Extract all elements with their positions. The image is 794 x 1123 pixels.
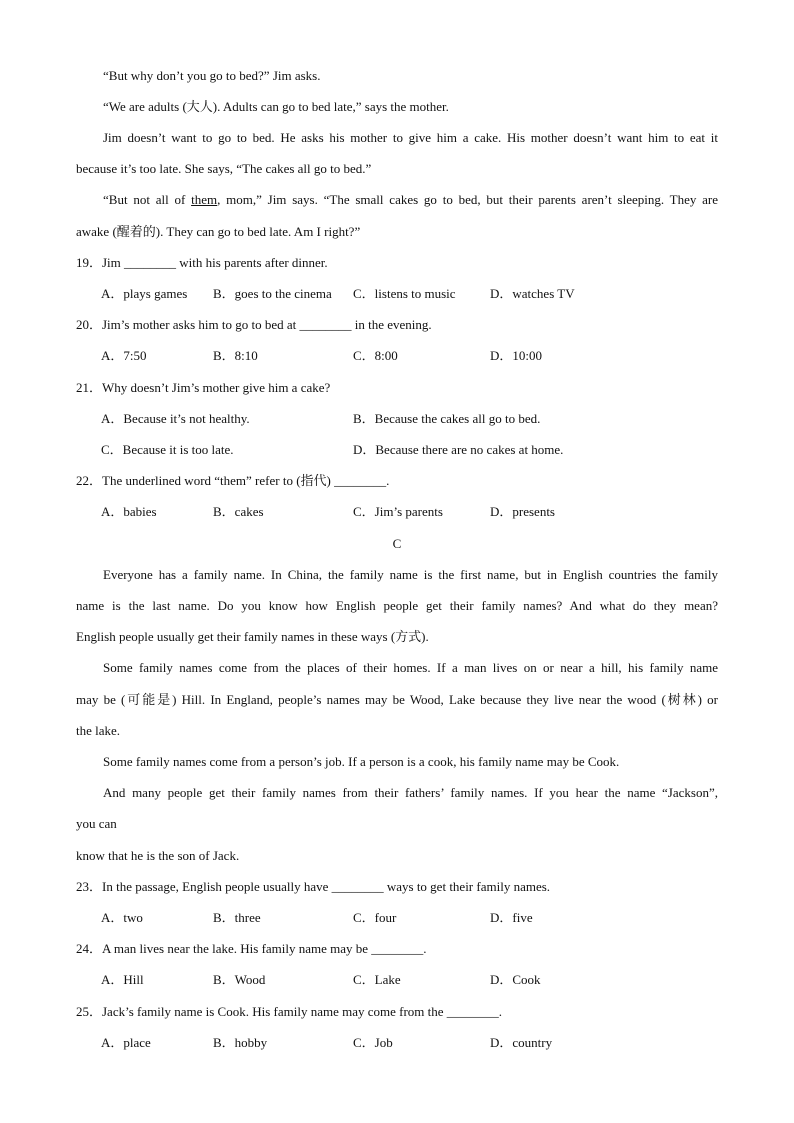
answer-options <box>76 970 718 990</box>
option-b: B．Because the cakes all go to bed. <box>353 411 541 426</box>
option-c: C．Lake <box>353 972 401 987</box>
option-a: A．place <box>101 1035 151 1050</box>
question-stem: 20．Jim’s mother asks him to go to bed at ________ in the evening. <box>76 317 432 332</box>
answer-options <box>76 440 718 460</box>
option-a: A．7:50 <box>101 348 147 363</box>
option-d: D．Because there are no cakes at home. <box>353 442 564 457</box>
answer-options <box>76 284 718 304</box>
passage-line: Everyone has a family name. In China, the family name is the first name, but in English countries the family <box>103 567 718 582</box>
passage-line: English people usually get their family names in these ways (方式). <box>76 629 429 644</box>
passage-line: you can <box>76 816 117 831</box>
option-c: C．8:00 <box>353 348 398 363</box>
answer-options <box>76 409 718 429</box>
option-b: B．cakes <box>213 504 264 519</box>
passage-line: Some family names come from a person’s job. If a person is a cook, his family name may be Cook. <box>103 754 620 769</box>
passage-line: “We are adults (大人). Adults can go to bed late,” says the mother. <box>103 99 449 114</box>
option-a: A．babies <box>101 504 157 519</box>
section-heading: C <box>392 536 402 551</box>
passage-line: And many people get their family names from their fathers’ family names. If you hear the name “Jackson”, <box>103 785 718 800</box>
passage-line: awake (醒着的). They can go to bed late. Am I right?” <box>76 224 361 239</box>
underlined-word: them <box>191 192 218 207</box>
option-a: A．two <box>101 910 143 925</box>
option-c: C．Because it is too late. <box>101 442 234 457</box>
option-b: B．hobby <box>213 1035 268 1050</box>
passage-line: because it’s too late. She says, “The cakes all go to bed.” <box>76 161 372 176</box>
passage-line: may be (可能是) Hill. In England, people’s names may be Wood, Lake because they live near the wood (树林) or <box>76 692 718 707</box>
question-stem: 23．In the passage, English people usually have ________ ways to get their family names. <box>76 879 551 894</box>
option-d: D．watches TV <box>490 286 575 301</box>
text-run: “But not all of <box>103 192 192 207</box>
passage-line <box>76 190 718 210</box>
option-c: C．listens to music <box>353 286 456 301</box>
text-run: , mom,” Jim says. “The small cakes go to bed, but their parents aren’t sleeping. They are <box>217 192 718 207</box>
option-b: B．three <box>213 910 261 925</box>
question-stem: 21．Why doesn’t Jim’s mother give him a cake? <box>76 380 331 395</box>
option-d: D．10:00 <box>490 348 543 363</box>
answer-options <box>76 502 718 522</box>
question-stem: 19．Jim ________ with his parents after dinner. <box>76 255 328 270</box>
option-c: C．Job <box>353 1035 393 1050</box>
answer-options <box>76 346 718 366</box>
answer-options <box>76 1033 718 1053</box>
passage-line: Jim doesn’t want to go to bed. He asks his mother to give him a cake. His mother doesn’t want him to eat it <box>103 130 718 145</box>
option-a: A．plays games <box>101 286 188 301</box>
passage-line: name is the last name. Do you know how English people get their family names? And what do they mean? <box>76 598 718 613</box>
option-c: C．four <box>353 910 397 925</box>
answer-options <box>76 908 718 928</box>
passage-line: the lake. <box>76 723 121 738</box>
passage-line: Some family names come from the places of their homes. If a man lives on or near a hill, his family name <box>103 660 718 675</box>
option-d: D．Cook <box>490 972 541 987</box>
option-c: C．Jim’s parents <box>353 504 443 519</box>
option-d: D．presents <box>490 504 555 519</box>
option-b: B．goes to the cinema <box>213 286 332 301</box>
option-a: A．Hill <box>101 972 144 987</box>
option-d: D．country <box>490 1035 553 1050</box>
option-b: B．Wood <box>213 972 266 987</box>
passage-line: “But why don’t you go to bed?” Jim asks. <box>103 68 321 83</box>
passage-line: know that he is the son of Jack. <box>76 848 240 863</box>
option-b: B．8:10 <box>213 348 258 363</box>
question-stem: 22．The underlined word “them” refer to (指代) ________. <box>76 473 390 488</box>
question-stem: 25．Jack’s family name is Cook. His family name may come from the ________. <box>76 1004 503 1019</box>
option-d: D．five <box>490 910 533 925</box>
question-stem: 24．A man lives near the lake. His family name may be ________. <box>76 941 427 956</box>
option-a: A．Because it’s not healthy. <box>101 411 250 426</box>
